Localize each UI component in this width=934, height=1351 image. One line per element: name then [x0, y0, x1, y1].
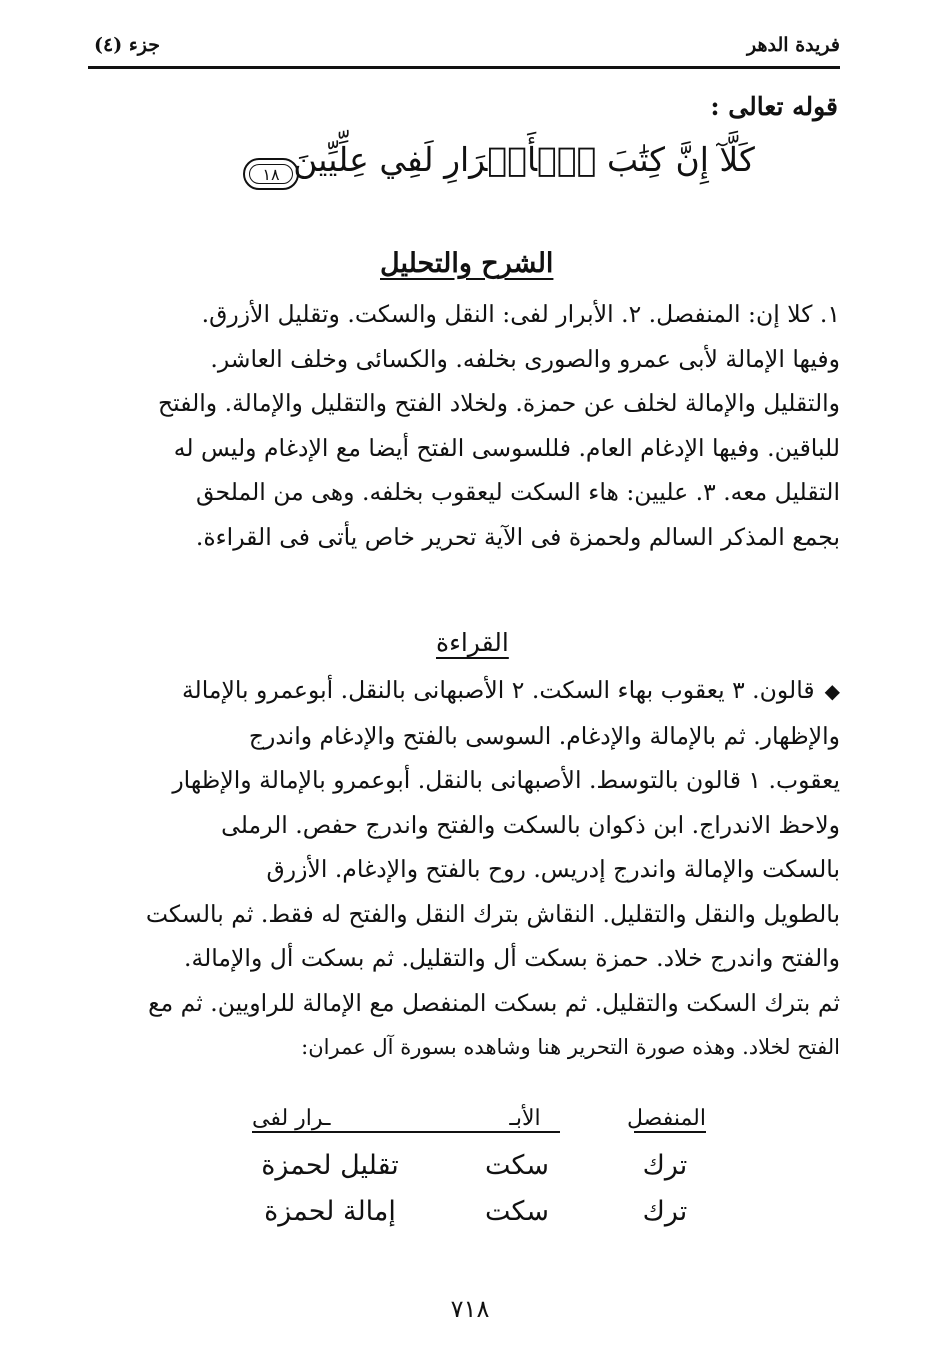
volume-label: جزء (٤) — [94, 34, 160, 56]
reading-line: يعقوب. ١ قالون بالتوسط. الأصبهانى بالنقل. أبوعمرو بالإمالة والإظهار — [172, 766, 840, 794]
diamond-bullet-icon: ◆ — [824, 679, 840, 703]
ayah-number: ١٨ — [249, 164, 293, 184]
reading-paragraph — [128, 668, 840, 1070]
header-divider — [88, 66, 840, 69]
explanation-line: والتقليل والإمالة لخلف عن حمزة. ولخلاد الفتح والتقليل والإمالة. والفتح — [157, 389, 840, 417]
running-header — [88, 30, 840, 64]
reading-line: بالسكت والإمالة واندرج إدريس. روح بالفتح والإدغام. الأزرق — [266, 855, 840, 883]
table-header-cell: المنفصل — [626, 1106, 706, 1131]
explanation-paragraph — [128, 292, 840, 559]
reading-line: ثم بترك السكت والتقليل. ثم بسكت المنفصل مع الإمالة للراويين. ثم مع — [148, 988, 840, 1017]
explanation-line: للباقين. وفيها الإدغام العام. فللسوسى الفتح أيضا مع الإدغام وليس له — [173, 433, 840, 462]
page-number: ٧١٨ — [450, 1295, 490, 1323]
table-cell: سكت — [484, 1150, 550, 1181]
explanation-line: ١. كلا إن: المنفصل. ٢. الأبرار لفى: النقل والسكت. وتقليل الأزرق. — [201, 300, 840, 328]
book-title: فريدة الدهر — [747, 34, 840, 56]
reading-line: ولاحظ الاندراج. ابن ذكوان بالسكت والفتح واندرج حفص. الرملى — [221, 810, 840, 839]
explanation-heading: الشرح والتحليل — [380, 248, 554, 279]
table-cell: سكت — [484, 1196, 550, 1227]
explanation-line: التقليل معه. ٣. عليين: هاء السكت ليعقوب بخلفه. وهى من الملحق — [195, 478, 840, 506]
reading-line: والإظهار. ثم بالإمالة والإدغام. السوسى بالفتح والإدغام واندرج — [248, 721, 840, 750]
table-header-row — [240, 1106, 720, 1152]
explanation-line: وفيها الإمالة لأبى عمرو والصورى بخلفه. والكسائى وخلف العاشر. — [210, 344, 840, 373]
reading-line: بالطويل والنقل والتقليل. النقاش بترك النقل والفتح له فقط. ثم بالسكت — [145, 899, 840, 928]
table-row — [240, 1196, 720, 1242]
table-cell: ترك — [642, 1196, 688, 1227]
reading-line-first — [128, 668, 840, 714]
quran-verse: كَلَّآ إِنَّ كِتَٰبَ ٱلۡأَبۡرَارِ لَفِي عِلِّيِّينَ — [293, 140, 755, 179]
table-row — [240, 1150, 720, 1196]
table-cell: ترك — [642, 1150, 688, 1181]
table-header-cell: الأبـ — [490, 1106, 560, 1133]
reading-line: والفتح واندرج خلاد. حمزة بسكت أل والتقليل. ثم بسكت أل والإمالة. — [184, 944, 840, 972]
ayah-number-marker — [243, 158, 299, 190]
table-header-cell: ـرار لفى — [252, 1106, 548, 1133]
table-cell: تقليل لحمزة — [261, 1150, 399, 1181]
explanation-line: بجمع المذكر السالم ولحمزة فى الآية تحرير خاص يأتى فى القراءة. — [195, 522, 840, 551]
reading-line: قالون. ٣ يعقوب بهاء السكت. ٢ الأصبهانى بالنقل. أبوعمرو بالإمالة — [181, 676, 815, 704]
reading-line: الفتح لخلاد. وهذه صورة التحرير هنا وشاهده بسورة آل عمران: — [301, 1035, 840, 1059]
table-cell: إمالة لحمزة — [264, 1196, 396, 1227]
verse-intro: قوله تعالى : — [710, 92, 838, 121]
reading-heading: القراءة — [436, 628, 509, 657]
